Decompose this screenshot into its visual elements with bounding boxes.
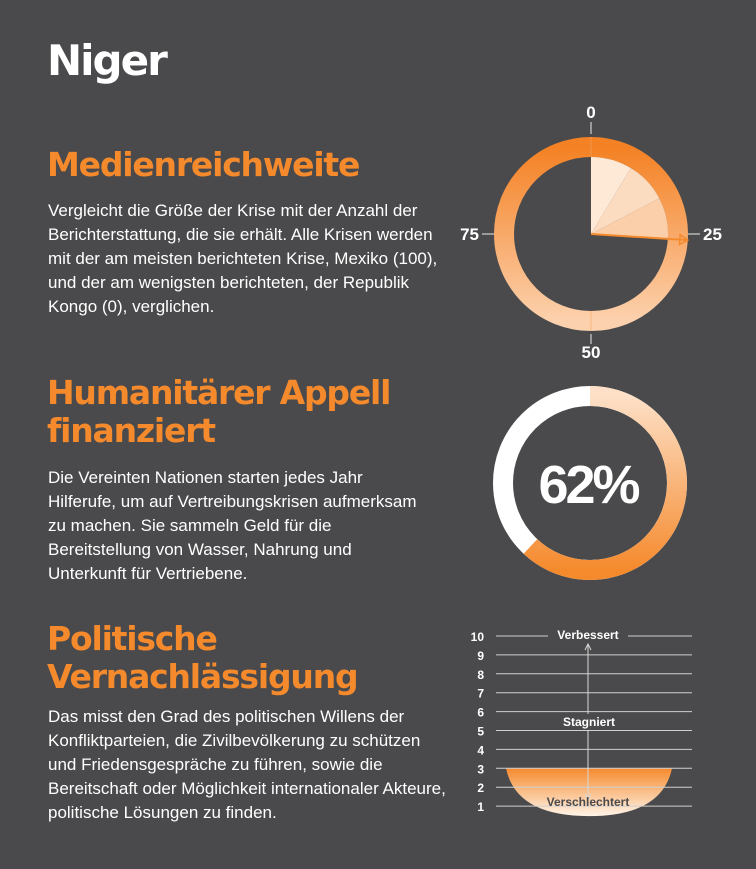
scale-level-label: 1 (477, 800, 484, 815)
scale-level-label: 2 (477, 781, 484, 796)
political-neglect-description: Das misst den Grad des politischen Willens der Konfliktparteien, die Zivilbevölkerung zu schützen und Friedensgespräche zu führen, sowie die Bereitschaft oder Möglichkeit internationaler Akteure, politische Lösungen zu finden. (48, 707, 446, 822)
funded-percent: 62% (538, 455, 638, 515)
scale-level-label: 8 (477, 667, 484, 682)
media-reach-heading: Medienreichweite (47, 145, 360, 184)
scale-level-label: 6 (477, 705, 484, 720)
scale-level-label: 5 (477, 724, 484, 739)
label-improved: Verbessert (557, 628, 619, 642)
scale-level-label: 9 (477, 648, 484, 663)
scale-level-label: 3 (477, 762, 484, 777)
appeal-donut (485, 378, 695, 588)
appeal-description: Die Vereinten Nationen starten jedes Jahr Hilferufe, um auf Vertreibungskrisen aufmerksam zu machen. Sie sammeln Geld für die Bereitstellung von Wasser, Nahrung und Unterkunft für Vertriebene. (48, 468, 417, 583)
scale-label-left: 75 (460, 225, 479, 244)
scale-level-label: 10 (470, 630, 484, 644)
label-worsened: Verschlechtert (546, 795, 630, 809)
scale-level-label: 7 (477, 686, 484, 701)
scale-level-label: 4 (477, 743, 484, 758)
political-scale (468, 620, 708, 830)
appeal-heading: Humanitärer Appell finanziert (47, 373, 391, 450)
scale-label-bottom: 50 (581, 343, 601, 362)
page-title: Niger (47, 36, 166, 85)
scale-label-right: 25 (703, 225, 722, 244)
label-stagnant: Stagniert (562, 715, 616, 729)
media-reach-gauge (440, 100, 740, 370)
scale-label-top: 0 (586, 103, 596, 122)
political-neglect-heading: Politische Vernachlässigung (47, 619, 358, 696)
media-reach-description: Vergleicht die Größe der Krise mit der Anzahl der Berichterstattung, die sie erhält. Alle Krisen werden mit der am meisten berichteten Krise, Mexiko (100), und der am wenigsten berichteten, der Republik Kongo (0), verglichen. (48, 201, 438, 316)
